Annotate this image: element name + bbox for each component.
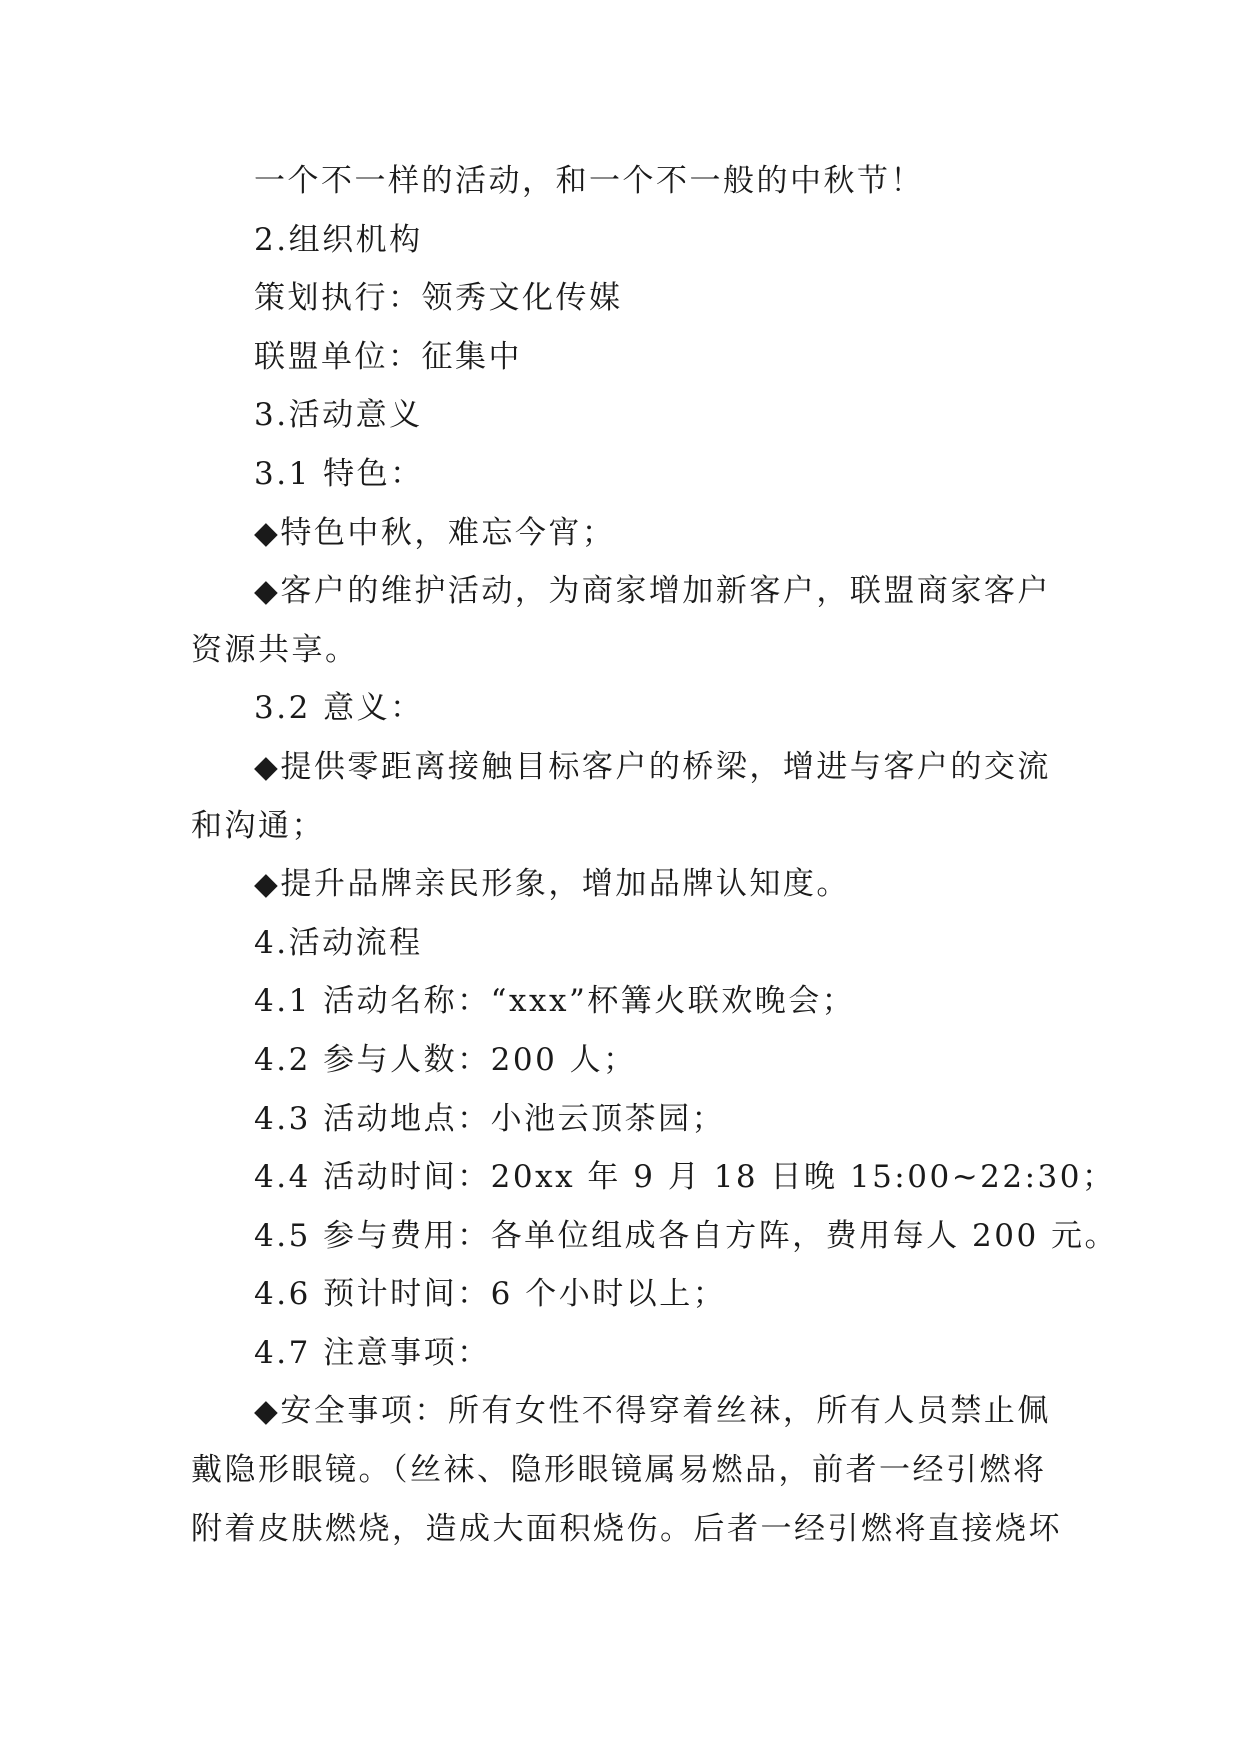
paragraph-line: 策划执行：领秀文化传媒 [254, 280, 623, 317]
bullet-line: ◆提供零距离接触目标客户的桥梁，增进与客户的交流 [254, 748, 1051, 785]
paragraph-continuation: 戴隐形眼镜。（丝袜、隐形眼镜属易燃品，前者一经引燃将 [191, 1452, 1047, 1489]
bullet-line: ◆提升品牌亲民形象，增加品牌认知度。 [254, 866, 850, 903]
subsection-heading: 3.1 特色： [254, 455, 424, 492]
list-item: 4.2 参与人数：200 人； [254, 1041, 637, 1078]
list-item: 4.3 活动地点：小池云顶茶园； [254, 1100, 726, 1137]
section-heading: 3.活动意义 [254, 397, 423, 434]
section-heading: 4.活动流程 [254, 924, 423, 961]
list-item: 4.1 活动名称：“xxx”杯篝火联欢晚会； [254, 983, 856, 1020]
list-item: 4.6 预计时间：6 个小时以上； [254, 1276, 727, 1313]
paragraph-continuation: 资源共享。 [191, 631, 359, 668]
paragraph-continuation: 附着皮肤燃烧，造成大面积烧伤。后者一经引燃将直接烧坏 [191, 1510, 1062, 1547]
list-item: 4.5 参与费用：各单位组成各自方阵，费用每人 200 元。 [254, 1217, 1119, 1254]
list-item: 4.7 注意事项： [254, 1334, 491, 1371]
bullet-line: ◆安全事项：所有女性不得穿着丝袜，所有人员禁止佩 [254, 1393, 1051, 1430]
list-item: 4.4 活动时间：20xx 年 9 月 18 日晚 15:00~22:30； [254, 1159, 1116, 1196]
paragraph-continuation: 和沟通； [191, 807, 325, 844]
bullet-line: ◆客户的维护活动，为商家增加新客户，联盟商家客户 [254, 573, 1051, 610]
paragraph-line: 联盟单位：征集中 [254, 338, 522, 375]
paragraph-line: 一个不一样的活动，和一个不一般的中秋节！ [254, 163, 924, 199]
section-heading: 2.组织机构 [254, 221, 423, 258]
subsection-heading: 3.2 意义： [254, 690, 424, 727]
bullet-line: ◆特色中秋，难忘今宵； [254, 514, 616, 551]
document-body [191, 152, 1119, 1558]
